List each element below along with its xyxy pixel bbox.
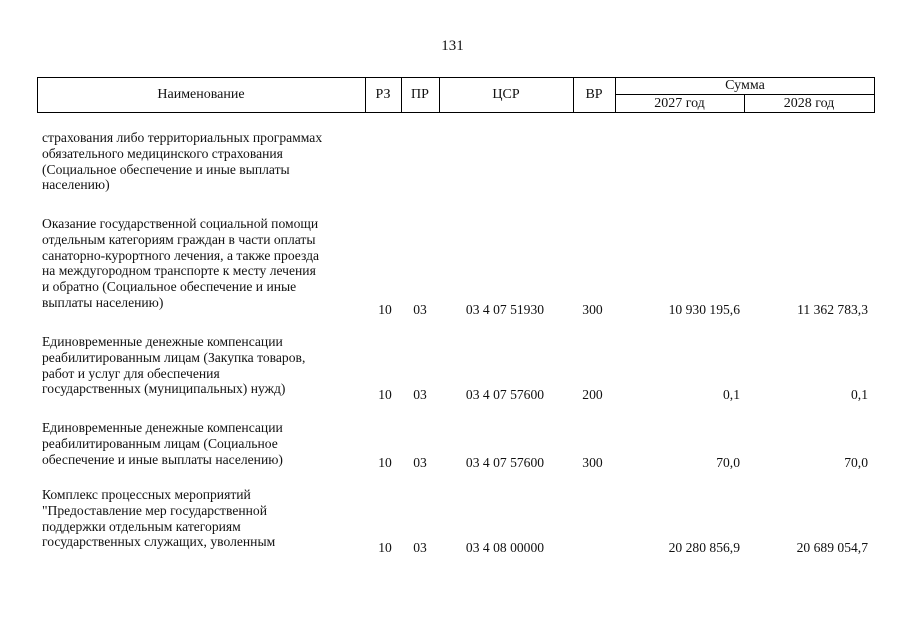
row-name: Оказание государственной социальной помощи отдельным категориям граждан в части оплаты санаторно-курортного лечения, а также проезда на междугородном транспорте к месту лечения и обратно (Социальное обеспечение и иные выплаты населению) bbox=[42, 216, 320, 310]
header-pr: ПР bbox=[411, 87, 429, 102]
header-sum: Сумма bbox=[725, 78, 765, 93]
row-pr: 03 bbox=[413, 455, 427, 470]
row-name: страхования либо территориальных программах обязательного медицинского страхования (Социальное обеспечение и иные выплаты населению) bbox=[42, 130, 323, 193]
row-pr: 03 bbox=[413, 302, 427, 317]
row-csr: 03 4 08 00000 bbox=[465, 540, 545, 555]
row-name: Единовременные денежные компенсации реабилитированным лицам (Закупка товаров, работ и услуг для обеспечения государственных (муниципальных) нужд) bbox=[42, 334, 306, 397]
table-header bbox=[37, 77, 875, 113]
header-year-2028: 2028 год bbox=[783, 96, 835, 111]
row-name: Единовременные денежные компенсации реабилитированным лицам (Социальное обеспечение и иные выплаты населению) bbox=[42, 420, 283, 467]
page-number: 131 bbox=[441, 38, 464, 54]
row-rz: 10 bbox=[378, 455, 392, 470]
row-vr: 200 bbox=[582, 387, 603, 402]
row-vr: 300 bbox=[582, 302, 603, 317]
row-sum-2028: 20 689 054,7 bbox=[796, 540, 868, 555]
header-name: Наименование bbox=[157, 87, 245, 102]
row-rz: 10 bbox=[378, 302, 392, 317]
row-sum-2027: 70,0 bbox=[716, 455, 740, 470]
header-csr: ЦСР bbox=[492, 87, 520, 102]
row-sum-2028: 0,1 bbox=[851, 387, 868, 402]
row-pr: 03 bbox=[413, 540, 427, 555]
header-rz: РЗ bbox=[375, 87, 391, 102]
row-rz: 10 bbox=[378, 387, 392, 402]
row-sum-2028: 11 362 783,3 bbox=[797, 302, 868, 317]
row-sum-2027: 20 280 856,9 bbox=[668, 540, 740, 555]
row-rz: 10 bbox=[378, 540, 392, 555]
header-bottom-border bbox=[37, 112, 875, 113]
row-name: Комплекс процессных мероприятий "Предоставление мер государственной поддержки отдельным категориям государственных служащих, уволенным bbox=[42, 487, 276, 550]
row-sum-2027: 10 930 195,6 bbox=[668, 302, 740, 317]
row-csr: 03 4 07 57600 bbox=[465, 387, 545, 402]
row-csr: 03 4 07 51930 bbox=[465, 302, 545, 317]
header-sum-divider bbox=[615, 94, 875, 95]
row-sum-2028: 70,0 bbox=[844, 455, 868, 470]
header-year-2027: 2027 год bbox=[654, 96, 705, 111]
header-vr: ВР bbox=[585, 87, 603, 102]
row-sum-2027: 0,1 bbox=[723, 387, 740, 402]
row-csr: 03 4 07 57600 bbox=[465, 455, 545, 470]
row-pr: 03 bbox=[413, 387, 427, 402]
row-vr: 300 bbox=[582, 455, 603, 470]
